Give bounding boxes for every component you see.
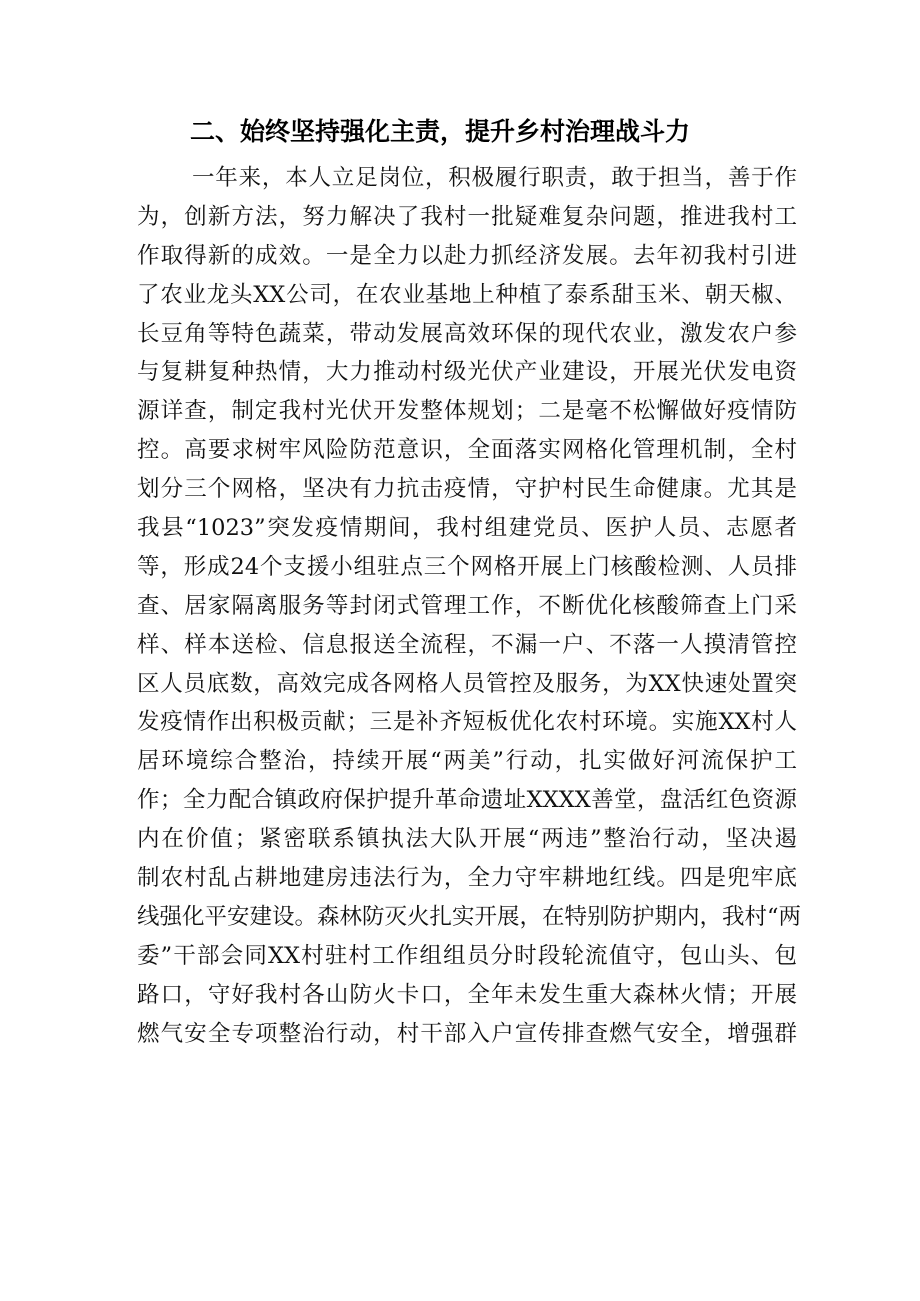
paragraph-line: 作取得新的成效。一是全力以赴力抓经济发展。去年初我村引进 <box>137 242 797 269</box>
paragraph-line: 委”干部会同XX村驻村工作组组员分时段轮流值守，包山头、包 <box>137 942 797 969</box>
paragraph-line: 我县“1023”突发疫情期间，我村组建党员、医护人员、志愿者 <box>137 515 797 542</box>
paragraph-line: 划分三个网格，坚决有力抗击疫情，守护村民生命健康。尤其是 <box>137 476 797 503</box>
paragraph-line: 作；全力配合镇政府保护提升革命遗址XXXX善堂，盘活红色资源 <box>137 787 797 814</box>
paragraph-line: 一年来，本人立足岗位，积极履行职责，敢于担当，善于作 <box>192 165 797 191</box>
paragraph-line: 为，创新方法，努力解决了我村一批疑难复杂问题，推进我村工 <box>137 203 797 230</box>
paragraph-line: 线强化平安建设。森林防灭火扎实开展，在特别防护期内，我村“两 <box>137 903 802 930</box>
paragraph-line: 源详查，制定我村光伏开发整体规划；二是毫不松懈做好疫情防 <box>137 398 797 425</box>
paragraph-line: 了农业龙头XX公司，在农业基地上种植了泰系甜玉米、朝天椒、 <box>137 281 797 308</box>
paragraph-line: 区人员底数，高效完成各网格人员管控及服务，为XX快速处置突 <box>137 670 797 697</box>
paragraph-line: 居环境综合整治，持续开展“两美”行动，扎实做好河流保护工 <box>137 748 797 775</box>
paragraph-line: 查、居家隔离服务等封闭式管理工作，不断优化核酸筛查上门采 <box>137 592 797 619</box>
body-paragraph <box>137 159 802 1053</box>
section-heading: 二、始终坚持强化主责，提升乡村治理战斗力 <box>190 117 691 146</box>
paragraph-line: 等，形成24个支援小组驻点三个网格开展上门核酸检测、人员排 <box>137 553 797 580</box>
paragraph-line: 燃气安全专项整治行动，村干部入户宣传排查燃气安全，增强群 <box>137 1020 797 1047</box>
paragraph-line: 发疫情作出积极贡献；三是补齐短板优化农村环境。实施XX村人 <box>137 709 797 736</box>
paragraph-line: 样、样本送检、信息报送全流程，不漏一户、不落一人摸清管控 <box>137 631 797 658</box>
paragraph-line: 控。高要求树牢风险防范意识，全面落实网格化管理机制，全村 <box>137 437 797 464</box>
paragraph-line: 长豆角等特色蔬菜，带动发展高效环保的现代农业，激发农户参 <box>137 320 797 347</box>
paragraph-line: 与复耕复种热情，大力推动村级光伏产业建设，开展光伏发电资 <box>137 359 797 386</box>
paragraph-line: 制农村乱占耕地建房违法行为，全力守牢耕地红线。四是兜牢底 <box>137 865 797 892</box>
paragraph-line: 内在价值；紧密联系镇执法大队开展“两违”整治行动，坚决遏 <box>137 826 797 853</box>
paragraph-line: 路口，守好我村各山防火卡口，全年未发生重大森林火情；开展 <box>137 981 797 1008</box>
